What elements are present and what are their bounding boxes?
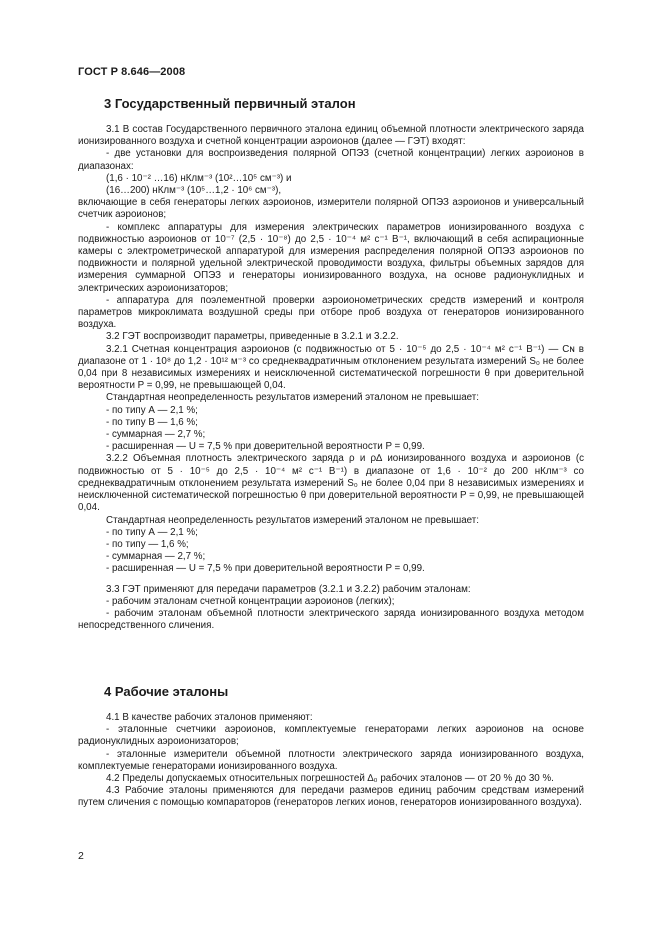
paragraph-3-2-2: 3.2.2 Объемная плотность электрического заряда ρ и ρ∆ ионизированного воздуха и аэроионов (с подвижностью от 5 · 10⁻⁵ до 2,5 · 10⁻⁴ м² с⁻¹ В⁻¹) в диапазоне от 1,6 · 10⁻² до 200 нКлм⁻³ со среднеквадратичным отклонением результата измерений S₀ не более 0,04 при 8 независимых измерениях и неисключенной систематической погрешностью θ при доверительной вероятности P = 0,99, не превышающей 0,04. bbox=[78, 453, 584, 514]
list-item: - суммарная — 2,7 %; bbox=[106, 551, 206, 563]
paragraph-text: Стандартная неопределенность результатов измерений эталоном не превышает: bbox=[106, 392, 480, 404]
paragraph-3-2-1: 3.2.1 Счетная концентрация аэроионов (с подвижностью от 5 · 10⁻⁵ до 2,5 · 10⁻⁴ м² с⁻¹ В⁻¹) — Cɴ в диапазоне от 1 · 10⁸ до 1,2 · 10¹² м⁻³ со среднеквадратичным отклонением результата измерений S₀ не более 0,04 при 8 независимых измерениях и неисключенной систематической погрешности θ при доверительной вероятности P = 0,99, не превышающей 0,04. bbox=[78, 343, 584, 392]
paragraph-text: включающие в себя генераторы легких аэроионов, измерители полярной ОПЭЗ аэроионов и универсальный счетчик аэроионов; bbox=[78, 197, 584, 221]
range-line: (1,6 · 10⁻² …16) нКлм⁻³ (10²…10⁵ см⁻³) и bbox=[106, 172, 292, 184]
list-item: - расширенная — U = 7,5 % при доверительной вероятности P = 0,99. bbox=[106, 441, 425, 453]
list-item: - по типу А — 2,1 %; bbox=[106, 404, 198, 416]
list-item: - расширенная — U = 7,5 % при доверительной вероятности P = 0,99. bbox=[106, 563, 425, 575]
paragraph-4-3: 4.3 Рабочие эталоны применяются для передачи размеров единиц рабочим средствам измерений путем сличения с помощью компараторов (генераторов легких ионов, генераторов ионизированного воздуха). bbox=[78, 785, 584, 809]
section-4-title: 4 Рабочие эталоны bbox=[104, 684, 229, 699]
list-item: - по типу А — 2,1 %; bbox=[106, 526, 198, 538]
paragraph-3-2: 3.2 ГЭТ воспроизводит параметры, приведенные в 3.2.1 и 3.2.2. bbox=[106, 331, 399, 343]
list-item: - эталонные измерители объемной плотности электрического заряда ионизированного воздуха, комплектуемые генераторами ионизированного воздуха. bbox=[78, 748, 584, 772]
paragraph-4-1: 4.1 В качестве рабочих эталонов применяют: bbox=[106, 712, 313, 723]
paragraph-text: Стандартная неопределенность результатов измерений эталоном не превышает: bbox=[106, 514, 480, 526]
list-item: - по типу — 1,6 %; bbox=[106, 538, 189, 550]
document-header: ГОСТ Р 8.646—2008 bbox=[78, 66, 186, 78]
paragraph-4-2: 4.2 Пределы допускаемых относительных погрешностей ∆₀ рабочих эталонов — от 20 % до 30 %. bbox=[106, 773, 554, 785]
list-item: - комплекс аппаратуры для измерения электрических параметров ионизированного воздуха с подвижностью аэроионов от 10⁻⁷ (2,5 · 10⁻⁸) до 2,5 · 10⁻⁴ м² с⁻¹ В⁻¹, включающий в себя аспирационные камеры с электрометрической аппаратурой для измерения распределения полярной ОПЭЗ аэроионов по подвижности и полярной удельной электрической проводимости воздуха, фильтры объемных зарядов для измерения суммарной ОПЭЗ и генераторы ионизированного воздуха, на основе радионуклидных и электрических аэроионизаторов; bbox=[78, 221, 584, 294]
section-3-title: 3 Государственный первичный эталон bbox=[104, 96, 356, 111]
range-line: (16…200) нКлм⁻³ (10⁵…1,2 · 10⁶ см⁻³), bbox=[106, 185, 282, 197]
section-4-body bbox=[78, 712, 584, 810]
list-item: - суммарная — 2,7 %; bbox=[106, 429, 206, 441]
page-number: 2 bbox=[78, 850, 84, 862]
paragraph-3-1: 3.1 В состав Государственного первичного эталона единиц объемной плотности электрического заряда ионизированного воздуха и счетной концентрации аэроионов (далее — ГЭТ) входят: bbox=[78, 124, 584, 148]
list-item: - аппаратура для поэлементной проверки аэроионометрических средств измерений и контроля параметров микроклимата воздушной среды при отборе проб воздуха от генераторов ионизированного воздуха. bbox=[78, 294, 584, 331]
paragraph-3-3: 3.3 ГЭТ применяют для передачи параметров (3.2.1 и 3.2.2) рабочим эталонам: bbox=[106, 583, 471, 595]
list-item: - рабочим эталонам счетной концентрации аэроионов (легких); bbox=[106, 595, 395, 607]
list-item: - рабочим эталонам объемной плотности электрического заряда ионизированного воздуха методом непосредственного сличения. bbox=[78, 607, 584, 632]
list-item: - по типу В — 1,6 %; bbox=[106, 416, 198, 428]
list-item: - две установки для воспроизведения полярной ОПЭЗ (счетной концентрации) легких аэроионов в диапазонах: bbox=[78, 148, 584, 172]
section-3-body bbox=[78, 124, 584, 632]
list-item: - эталонные счетчики аэроионов, комплектуемые генераторами легких аэроионов на основе радионуклидных аэроионизаторов; bbox=[78, 724, 584, 748]
spacer bbox=[78, 576, 584, 584]
